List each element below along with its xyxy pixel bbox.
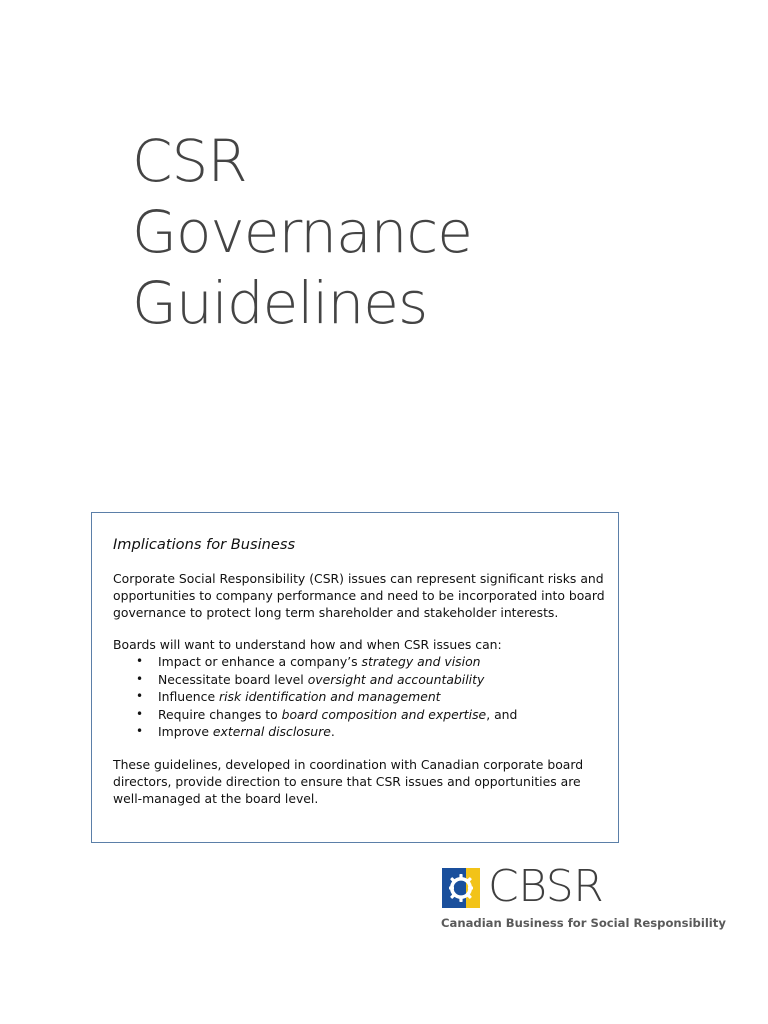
implications-content	[113, 535, 607, 822]
document-title	[132, 126, 472, 339]
title-line-3: Guidelines	[132, 269, 428, 337]
list-item: • Improve external disclosure.	[136, 724, 335, 740]
implications-heading: Implications for Business	[113, 536, 296, 553]
list-item: • Require changes to board composition and expertise, and	[136, 706, 518, 722]
guidelines-paragraph: These guidelines, developed in coordination with Canadian corporate board directors, provide direction to ensure that CSR issues and opportunities are well-managed at the board level.	[113, 756, 584, 806]
bullet-icon: •	[136, 671, 144, 686]
bullet-icon: •	[136, 724, 144, 739]
cbsr-logo	[440, 861, 726, 936]
bullet-icon: •	[136, 689, 144, 704]
bullet-icon: •	[136, 706, 144, 721]
cbsr-gear-icon	[442, 868, 480, 908]
logo-subtitle: Canadian Business for Social Responsibility	[441, 916, 726, 930]
csr-paragraph: Corporate Social Responsibility (CSR) issues can represent significant risks and opportunities to company performance and need to be incorporated into board governance to protect long term shareholder and stakeholder interests.	[113, 571, 605, 620]
list-item: • Impact or enhance a company’s strategy and vision	[136, 654, 481, 669]
logo-wordmark: CBSR	[488, 861, 604, 912]
bullet-icon: •	[136, 654, 144, 668]
list-item: • Influence risk identification and management	[136, 689, 441, 705]
csr-issues-list	[113, 653, 607, 741]
list-item: • Necessitate board level oversight and accountability	[136, 671, 485, 687]
title-line-2: Governance	[132, 198, 472, 266]
implications-box	[91, 512, 619, 843]
title-line-1: CSR	[132, 127, 247, 195]
boards-intro: Boards will want to understand how and when CSR issues can:	[113, 637, 502, 652]
